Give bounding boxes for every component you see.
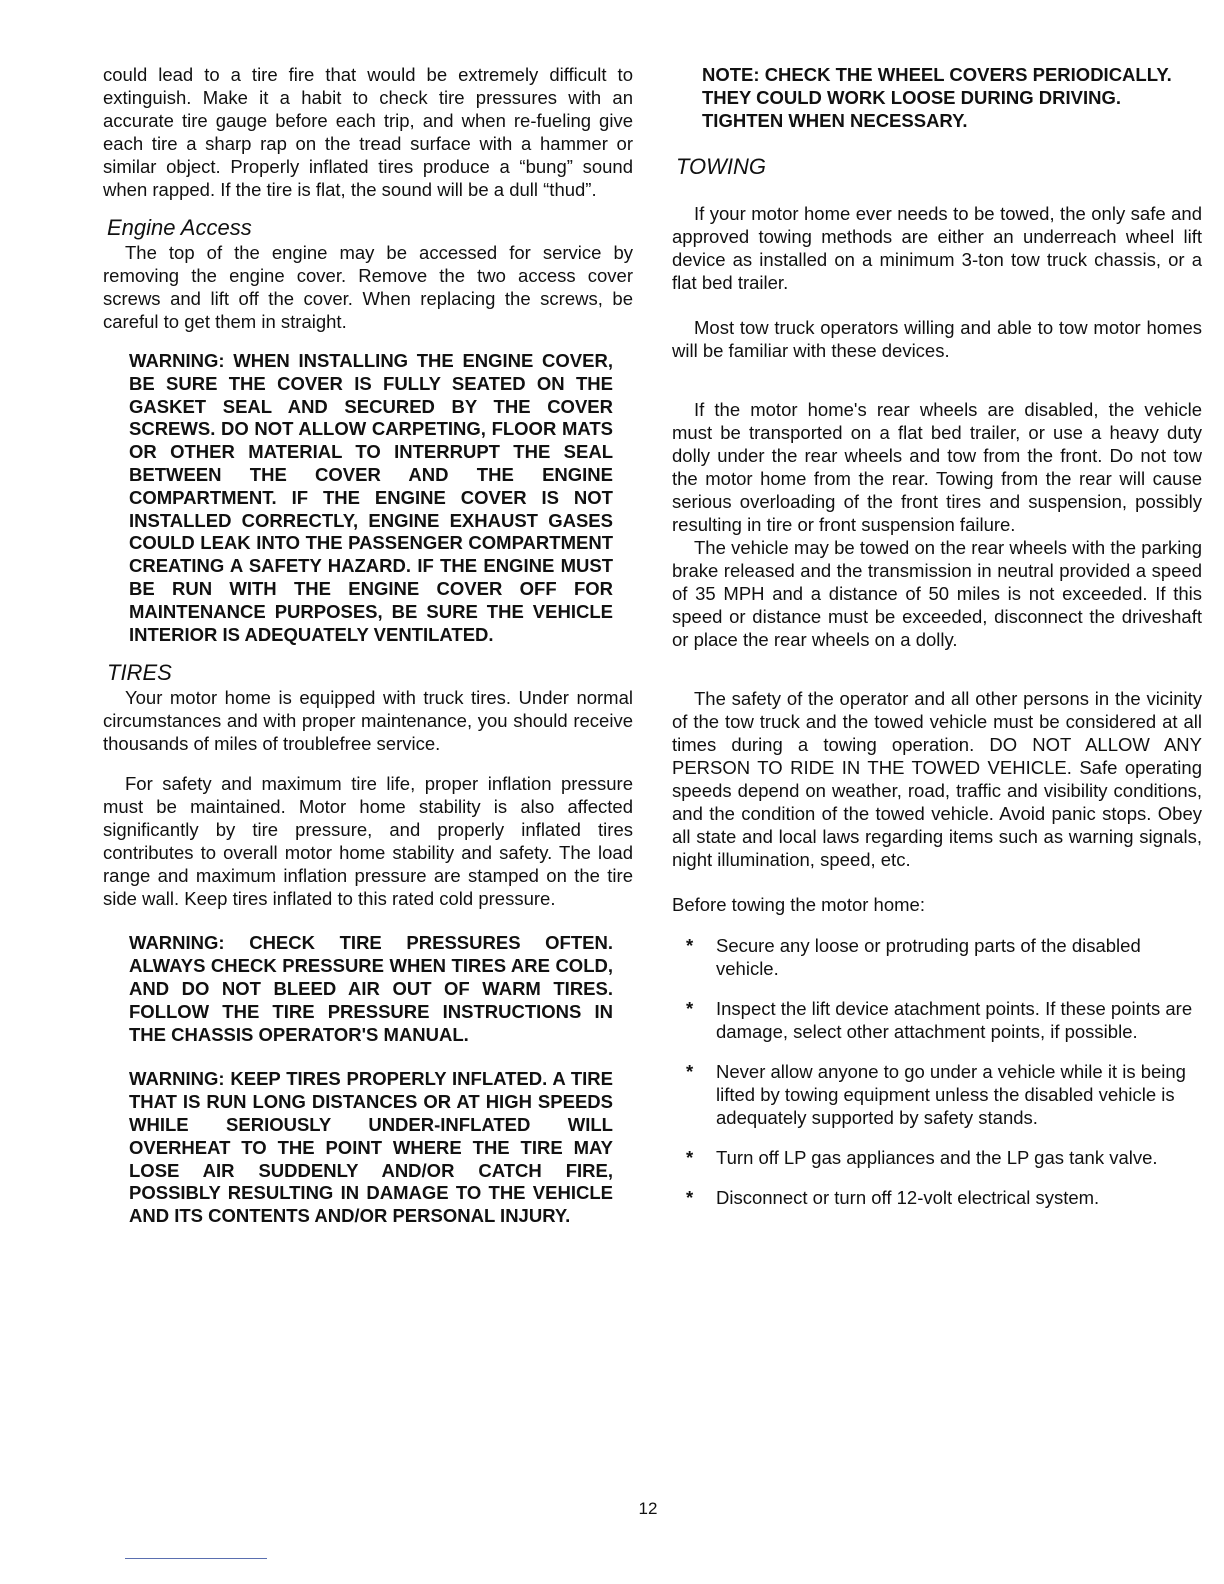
engine-access-paragraph: The top of the engine may be accessed for service by removing the engine cover. Remove the two access cover screws and lift off the cover. When replacing the screws, be careful to get them in straight. (103, 242, 633, 332)
towing-safety-paragraph: The safety of the operator and all other persons in the vicinity of the tow truck and the towed vehicle must be considered at all times during a towing operation. DO NOT ALLOW ANY PERSON TO RIDE IN THE TOWED VEHICLE. Safe operating speeds depend on weather, road, traffic and visibility conditions, and the condition of the towed vehicle. Avoid panic stops. Obey all state and local laws regarding items such as warning signals, night illumination, speed, etc. (672, 688, 1202, 870)
bullet-icon: * (686, 1147, 694, 1168)
bullet-icon: * (686, 998, 694, 1019)
bullet-icon: * (686, 935, 694, 956)
list-item-text: Never allow anyone to go under a vehicle while it is being lifted by towing equipment unless the disabled vehicle is adequately supported by safety stands. (716, 1061, 1186, 1128)
right-column (672, 63, 1202, 1226)
tires-inflation-paragraph: For safety and maximum tire life, proper inflation pressure must be maintained. Motor home stability is also affected significantly by tire pressure, and properly inflated tires contributes to overall motor home stability and safety. The load range and maximum inflation pressure are stamped on the tire side wall. Keep tires inflated to this rated cold pressure. (103, 773, 633, 910)
bullet-icon: * (686, 1187, 694, 1208)
list-item (672, 934, 1202, 980)
tire-inflation-warning: WARNING: KEEP TIRES PROPERLY INFLATED. A TIRE THAT IS RUN LONG DISTANCES OR AT HIGH SPEEDS WHILE SERIOUSLY UNDER-INFLATED WILL OVERHEAT TO THE POINT WHERE THE TIRE MAY LOSE AIR SUDDENLY AND/OR CATCH FIRE, POSSIBLY RESULTING IN DAMAGE TO THE VEHICLE AND ITS CONTENTS AND/OR PERSONAL INJURY. (129, 1068, 613, 1227)
list-item (672, 1186, 1202, 1209)
before-towing-label: Before towing the motor home: (672, 894, 925, 915)
left-column (103, 63, 633, 1228)
list-item-text: Secure any loose or protruding parts of the disabled vehicle. (716, 935, 1141, 979)
tires-heading: TIRES (107, 660, 172, 686)
wheel-covers-note: NOTE: CHECK THE WHEEL COVERS PERIODICALLY. THEY COULD WORK LOOSE DURING DRIVING. TIGHTEN WHEN NECESSARY. (702, 64, 1172, 131)
tire-pressure-warning: WARNING: CHECK TIRE PRESSURES OFTEN. ALWAYS CHECK PRESSURE WHEN TIRES ARE COLD, AND DO NOT BLEED AIR OUT OF WARM TIRES. FOLLOW THE TIRE PRESSURE INSTRUCTIONS IN THE CHASSIS OPERATOR'S MANUAL. (129, 932, 613, 1045)
list-item-text: Inspect the lift device atachment points. If these points are damage, select other attachment points, if possible. (716, 998, 1193, 1042)
towing-heading: TOWING (676, 154, 767, 179)
intro-paragraph: could lead to a tire fire that would be extremely difficult to extinguish. Make it a habit to check tire pressures with an accurate tire gauge before each trip, and when re-fueling give each tire a sharp rap on the tread surface with a hammer or similar object. Properly inflated tires produce a “bung” sound when rapped. If the tire is flat, the sound will be a dull “thud”. (103, 64, 633, 200)
bullet-icon: * (686, 1061, 694, 1082)
towing-disabled-wheels-paragraph: If the motor home's rear wheels are disabled, the vehicle must be transported on a flat bed trailer, or use a heavy duty dolly under the rear wheels and tow from the front. Do not tow the motor home from the rear. Towing from the rear will cause serious overloading of the front tires and suspension, possibly resulting in tire or front suspension failure. (672, 399, 1202, 535)
engine-cover-warning: WARNING: WHEN INSTALLING THE ENGINE COVER, BE SURE THE COVER IS FULLY SEATED ON THE GASKET SEAL AND SECURED BY THE COVER SCREWS. DO NOT ALLOW CARPETING, FLOOR MATS OR OTHER MATERIAL TO INTERRUPT THE SEAL BETWEEN THE COVER AND THE ENGINE COMPARTMENT. IF THE ENGINE COVER IS NOT INSTALLED CORRECTLY, ENGINE EXHAUST GASES COULD LEAK INTO THE PASSENGER COMPARTMENT CREATING A SAFETY HAZARD. IF THE ENGINE MUST BE RUN WITH THE ENGINE COVER OFF FOR MAINTENANCE PURPOSES, BE SURE THE VEHICLE INTERIOR IS ADEQUATELY VENTILATED. (129, 350, 613, 645)
towing-operators-paragraph: Most tow truck operators willing and able to tow motor homes will be familiar with these devices. (672, 317, 1202, 361)
list-item-text: Turn off LP gas appliances and the LP gas tank valve. (716, 1147, 1158, 1168)
towing-checklist (672, 934, 1202, 1209)
list-item-text: Disconnect or turn off 12-volt electrical system. (716, 1187, 1100, 1208)
page-number: 12 (638, 1499, 658, 1518)
footer-rule (125, 1558, 267, 1559)
towing-methods-paragraph: If your motor home ever needs to be towed, the only safe and approved towing methods are either an underreach wheel lift device as installed on a minimum 3-ton tow truck chassis, or a flat bed trailer. (672, 203, 1202, 293)
tires-intro-paragraph: Your motor home is equipped with truck tires. Under normal circumstances and with proper maintenance, you should receive thousands of miles of troublefree service. (103, 687, 633, 755)
engine-access-heading: Engine Access (107, 215, 252, 240)
towing-rear-wheels-paragraph: The vehicle may be towed on the rear wheels with the parking brake released and the transmission in neutral provided a speed of 35 MPH and a distance of 50 miles is not exceeded. If this speed or distance must be exceeded, disconnect the driveshaft or place the rear wheels on a dolly. (672, 537, 1202, 650)
list-item (672, 1060, 1202, 1129)
list-item (672, 997, 1202, 1043)
list-item (672, 1146, 1202, 1169)
